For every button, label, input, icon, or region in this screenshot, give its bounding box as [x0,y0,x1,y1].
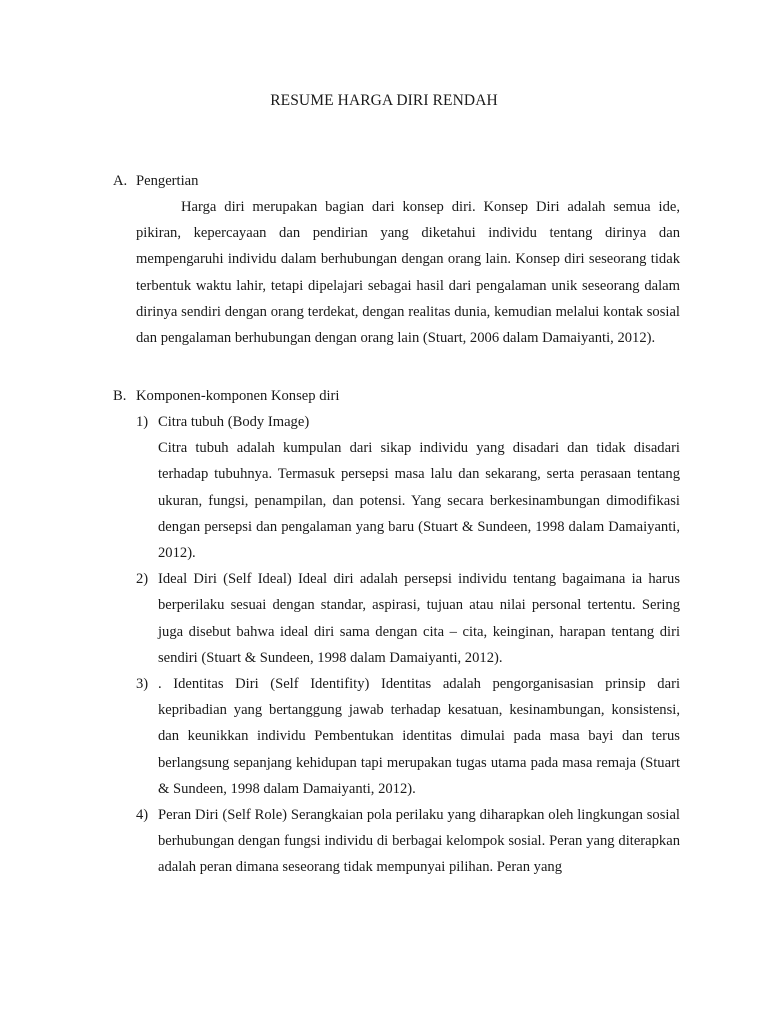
section-letter: A. [113,173,128,189]
list-item-text: Ideal Diri (Self Ideal) Ideal diri adalah persepsi individu tentang bagaimana ia harus berperilaku sesuai dengan standar, aspirasi, tujuan atau nilai personal tertentu. Sering juga disebut bahwa ideal diri sama dengan cita – cita, keinginan, harapan tentang diri sendiri (Stuart & Sundeen, 1998 dalam Damaiyanti, 2012). [158,571,680,666]
list-item-text: . Identitas Diri (Self Identifity) Identitas adalah pengorganisasian prinsip dari kepribadian yang bertanggung jawab terhadap kesatuan, kesinambungan, konsistensi, dan keunikkan individu Pembentukan identitas dimulai pada masa bayi dan terus berlangsung sepanjang kehidupan tapi merupakan tugas utama pada masa remaja (Stuart & Sundeen, 1998 dalam Damaiyanti, 2012). [158,676,680,797]
list-item-number: 1) [136,414,149,430]
list-item-heading: Citra tubuh (Body Image) [158,414,310,430]
section-pengertian [113,168,680,351]
list-item-number: 3) [136,676,149,693]
section-heading [113,168,680,194]
list-item-body: Citra tubuh adalah kumpulan dari sikap individu yang disadari dan tidak disadari terhadap tubuhnya. Termasuk persepsi masa lalu dan sekarang, serta perasaan tentang ukuran, fungsi, penampilan, dan potensi. Yang secara berkesinambungan dimodifikasi dengan persepsi dan pengalaman yang baru (Stuart & Sundeen, 1998 dalam Damaiyanti, 2012). [158,440,680,562]
section-komponen [113,383,680,881]
list-item-identitas-diri [113,671,680,802]
section-title: Pengertian [136,173,199,189]
section-letter: B. [113,388,127,404]
list-item-number: 4) [136,807,149,824]
document-title: RESUME HARGA DIRI RENDAH [270,92,498,109]
section-heading [113,383,680,409]
section-title: Komponen-komponen Konsep diri [136,388,340,404]
list-item-citra-tubuh [113,409,680,566]
list-item-number: 2) [136,571,149,588]
list-item-peran-diri [113,802,680,881]
section-paragraph: Harga diri merupakan bagian dari konsep diri. Konsep Diri adalah semua ide, pikiran, kepercayaan dan pendirian yang diketahui individu tentang dirinya dan mempengaruhi individu dalam berhubungan dengan orang lain. Konsep diri seseorang tidak terbentuk waktu lahir, tetapi dipelajari sebagai hasil dari pengalaman unik seseorang dalam dirinya sendiri dengan orang terdekat, dengan realitas dunia, kemudian melalui kontak sosial dan pengalaman berhubungan dengan orang lain (Stuart, 2006 dalam Damaiyanti, 2012). [136,199,680,347]
list-item-ideal-diri [113,566,680,671]
list-item-text: Peran Diri (Self Role) Serangkaian pola perilaku yang diharapkan oleh lingkungan sosial berhubungan dengan fungsi individu di berbagai kelompok sosial. Peran yang diterapkan adalah peran dimana seseorang tidak mempunyai pilihan. Peran yang [158,807,680,876]
